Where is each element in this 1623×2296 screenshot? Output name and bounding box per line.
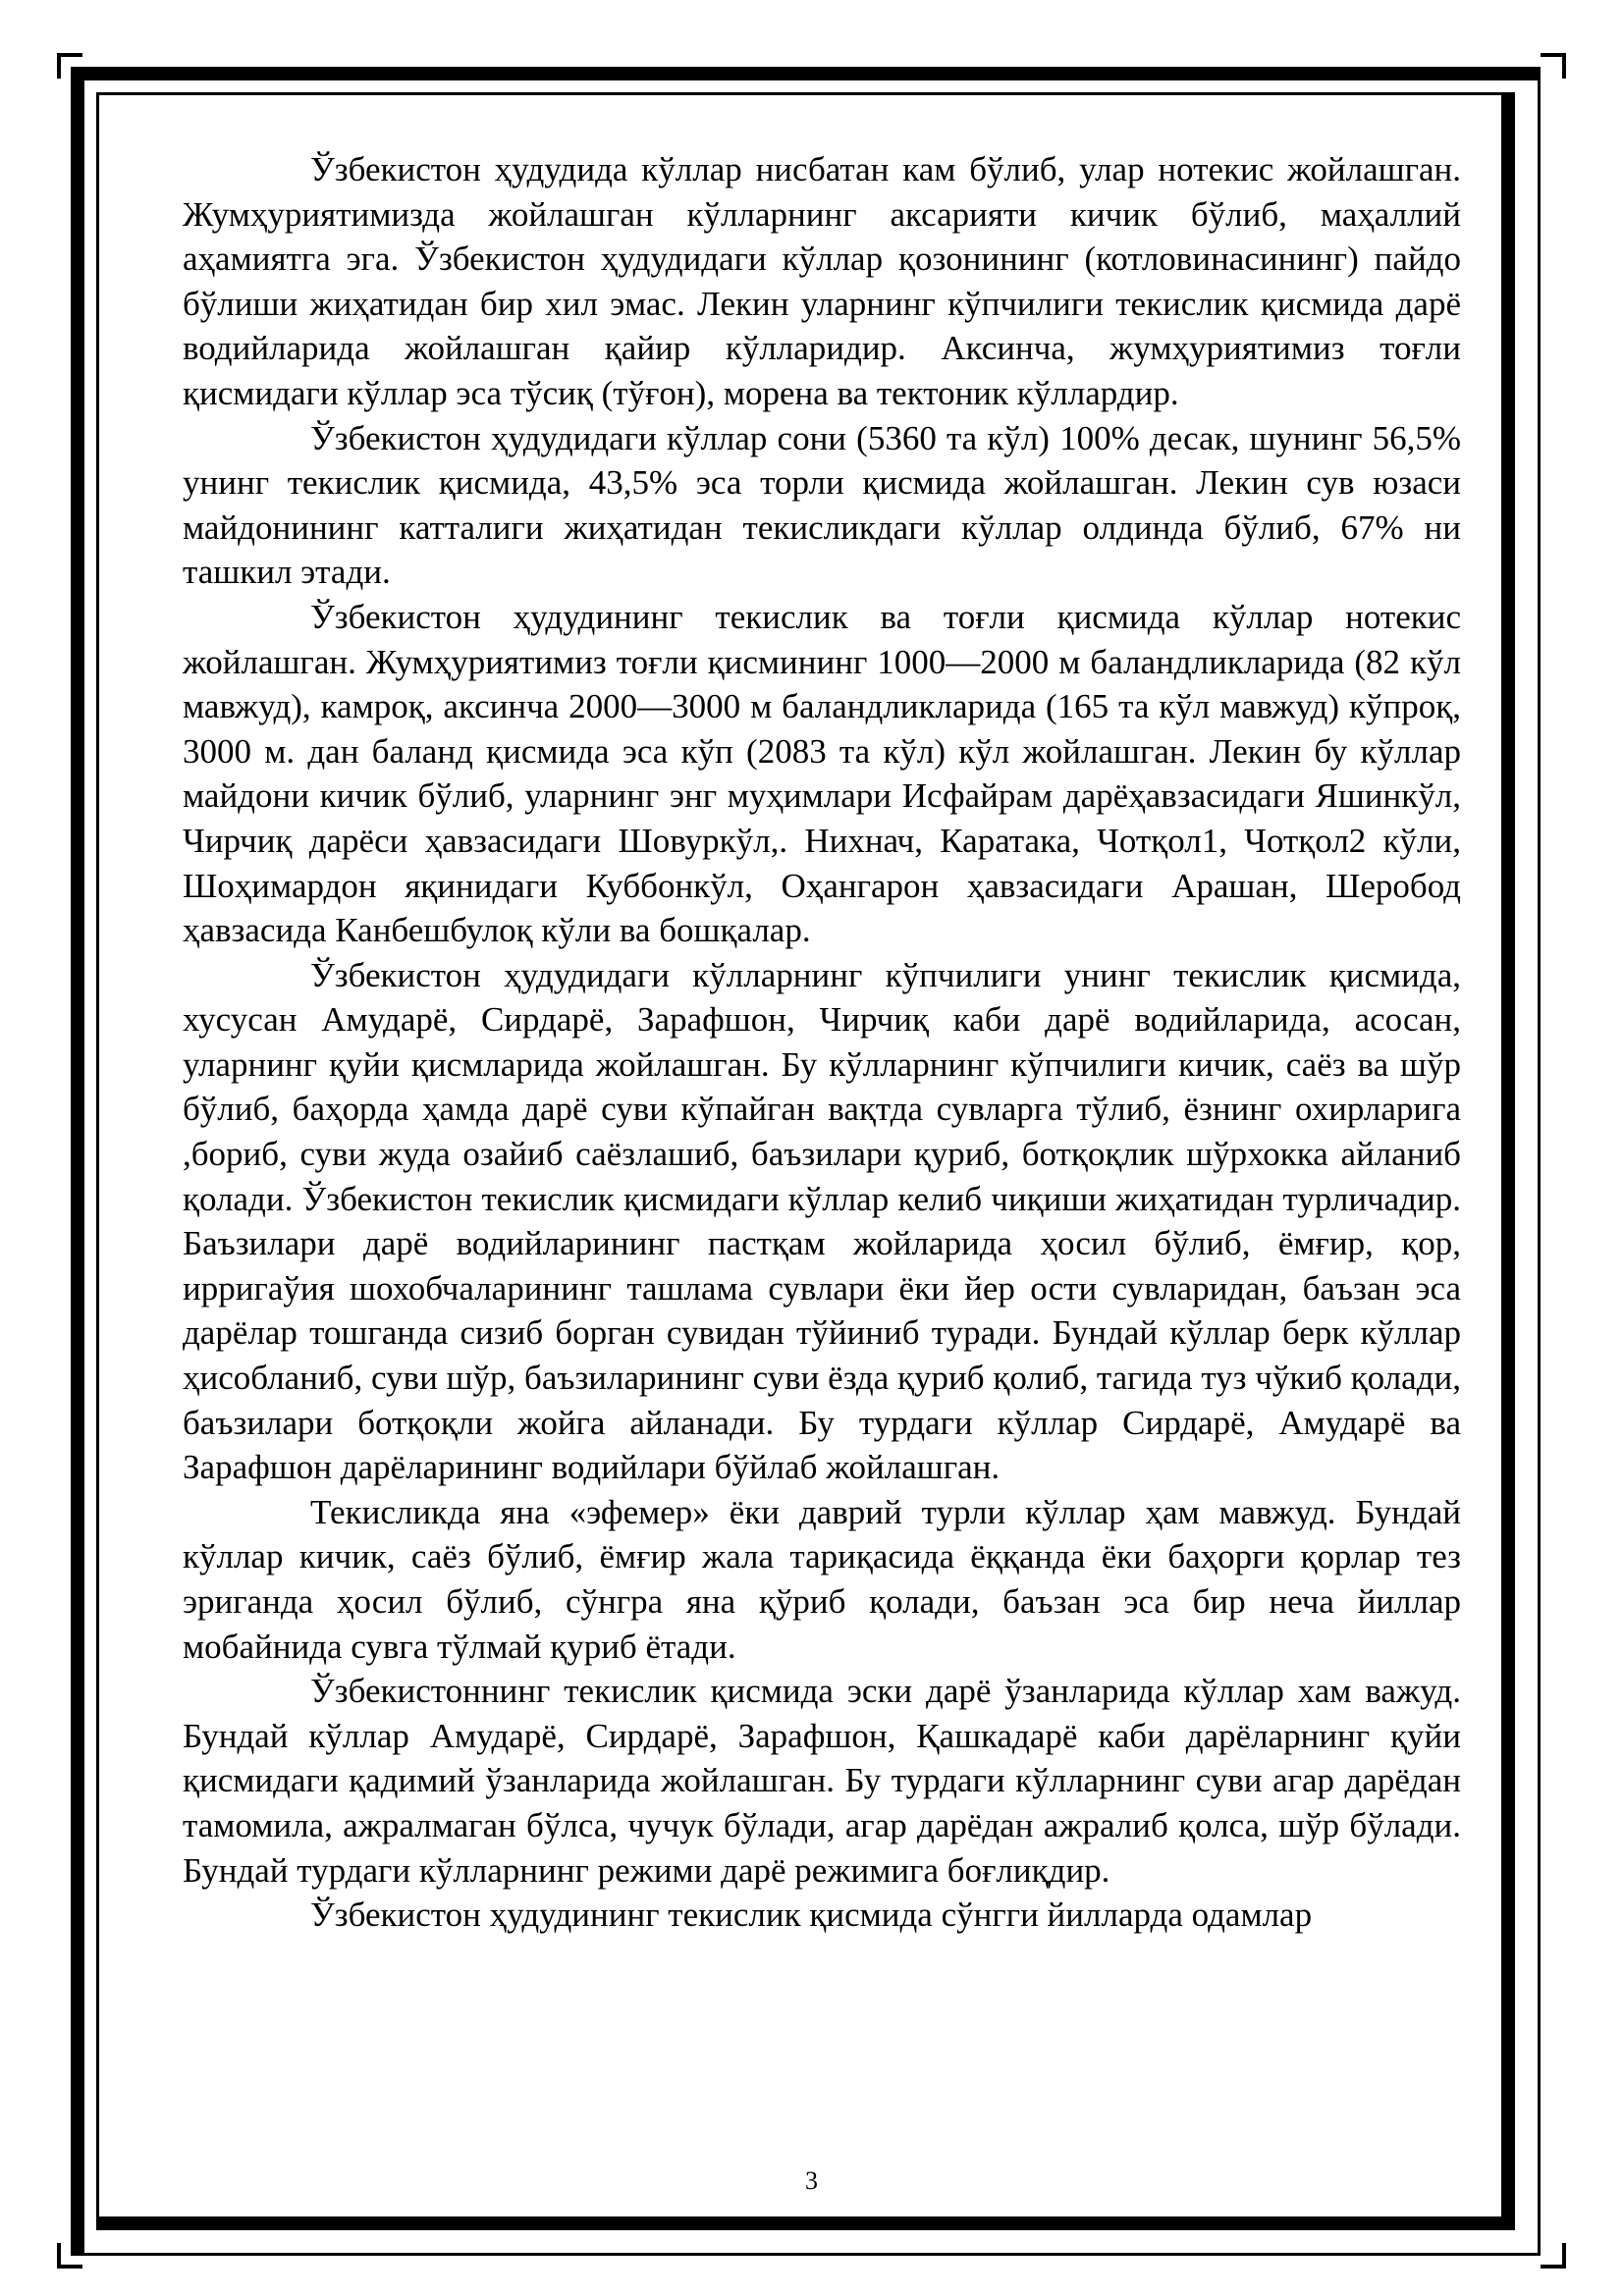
page-number: 3 <box>805 2166 818 2195</box>
paragraph: Ўзбекистон ҳудудидаги кўлларнинг кўпчилиги унинг текислик қисмида, хусусан Амударё, Сирдарё, Зарафшон, Чирчиқ каби дарё водийларида, асосан, уларнинг қуйи қисмларида жойлашган. Бу кўлларнинг кўпчилиги кичик, саёз ва шўр бўлиб, баҳорда ҳамда дарё суви кўпайган вақтда сувларга тўлиб, ёзнинг охирларига ,бориб, суви жуда озайиб саёзлашиб, баъзилари қуриб, ботқоқлик шўрхокка айланиб қолади. Ўзбекистон текислик қисмидаги кўллар келиб чиқиши жиҳатидан турличадир. Баъзилари дарё водийларининг пастқам жойларида ҳосил бўлиб, ёмғир, қор, ирригаўия шохобчаларининг ташлама сувлари ёки йер ости сувларидан, баъзан эса дарёлар тошганда сизиб борган сувидан тўйиниб туради. Бундай кўллар берк кўллар ҳисобланиб, суви шўр, баъзиларининг суви ёзда қуриб қолиб, тагида туз чўкиб қолади, баъзилари ботқоқли жойга айланади. Бу турдаги кўллар Сирдарё, Амударё ва Зарафшон дарёларининг водийлари бўйлаб жойлашган. <box>183 955 1461 1487</box>
paragraph: Ўзбекистон ҳудудининг текислик қисмида сўнгги йилларда одамлар <box>310 1896 1313 1935</box>
paragraph: Текисликда яна «эфемер» ёки даврий турли кўллар ҳам мавжуд. Бундай кўллар кичик, саёз бўлиб, ёмғир жала тариқасида ёққанда ёки баҳорги қорлар тез эриганда ҳосил бўлиб, сўнгра яна қўриб қолади, баъзан эса бир неча йиллар мобайнида сувга тўлмай қуриб ётади. <box>183 1492 1461 1666</box>
paragraph: Ўзбекистоннинг текислик қисмида эски дарё ўзанларида кўллар хам важуд. Бундай кўллар Амударё, Сирдарё, Зарафшон, Қашкадарё каби дарёларнинг қуйи қисмидаги қадимий ўзанларида жойлашган. Бу турдаги кўлларнинг суви агар дарёдан тамомила, ажралмаган бўлса, чучук бўлади, агар дарёдан ажралиб қолса, шўр бўлади. Бундай турдаги кўлларнинг режими дарё режимига боғлиқдир. <box>183 1672 1461 1890</box>
paragraph: Ўзбекистон ҳудудида кўллар нисбатан кам бўлиб, улар нотекис жойлашган. Жумҳуриятимизда жойлашган кўлларнинг аксарияти кичик бўлиб, маҳаллий аҳамиятга эга. Ўзбекистон ҳудудидаги кўллар қозонининг (котловинасининг) пайдо бўлиши жиҳатидан бир хил эмас. Лекин уларнинг кўпчилиги текислик қисмида дарё водийларида жойлашган қайир кўлларидир. Аксинча, жумҳуриятимиз тоғли қисмидаги кўллар эса тўсиқ (тўғон), морена ва тектоник кўллардир. <box>183 150 1461 412</box>
border-corner-top-left <box>57 53 82 79</box>
border-corner-bottom-left <box>57 2243 82 2269</box>
paragraph: Ўзбекистон ҳудудидаги кўллар сони (5360 та кўл) 100% десак, шунинг 56,5% унинг текислик қисмида, 43,5% эса торли қисмида жойлашган. Лекин сув юзаси майдонининг катталиги жиҳатидан текисликдаги кўллар олдинда бўлиб, 67% ни ташкил этади. <box>183 418 1461 592</box>
document-body <box>183 147 1461 1938</box>
border-corner-top-right <box>1541 53 1566 79</box>
paragraph: Ўзбекистон ҳудудининг текислик ва тоғли қисмида кўллар нотекис жойлашган. Жумҳуриятимиз тоғли қисмининг 1000—2000 м баландликларида (82 кўл мавжуд), камроқ, аксинча 2000—3000 м баландликларида (165 та кўл мавжуд) кўпроқ, 3000 м. дан баланд қисмида эса кўп (2083 та кўл) кўл жойлашган. Лекин бу кўллар майдони кичик бўлиб, уларнинг энг муҳимлари Исфайрам дарёҳавзасидаги Яшинкўл, Чирчиқ дарёси ҳавзасидаги Шовуркўл,. Нихнач, Каратака, Чотқол1, Чотқол2 кўли, Шоҳимардон яқинидаги Куббонкўл, Оҳангарон ҳавзасидаги Арашан, Шеробод ҳавзасида Канбешбулоқ кўли ва бошқалар. <box>183 597 1461 950</box>
border-corner-bottom-right <box>1541 2243 1566 2269</box>
